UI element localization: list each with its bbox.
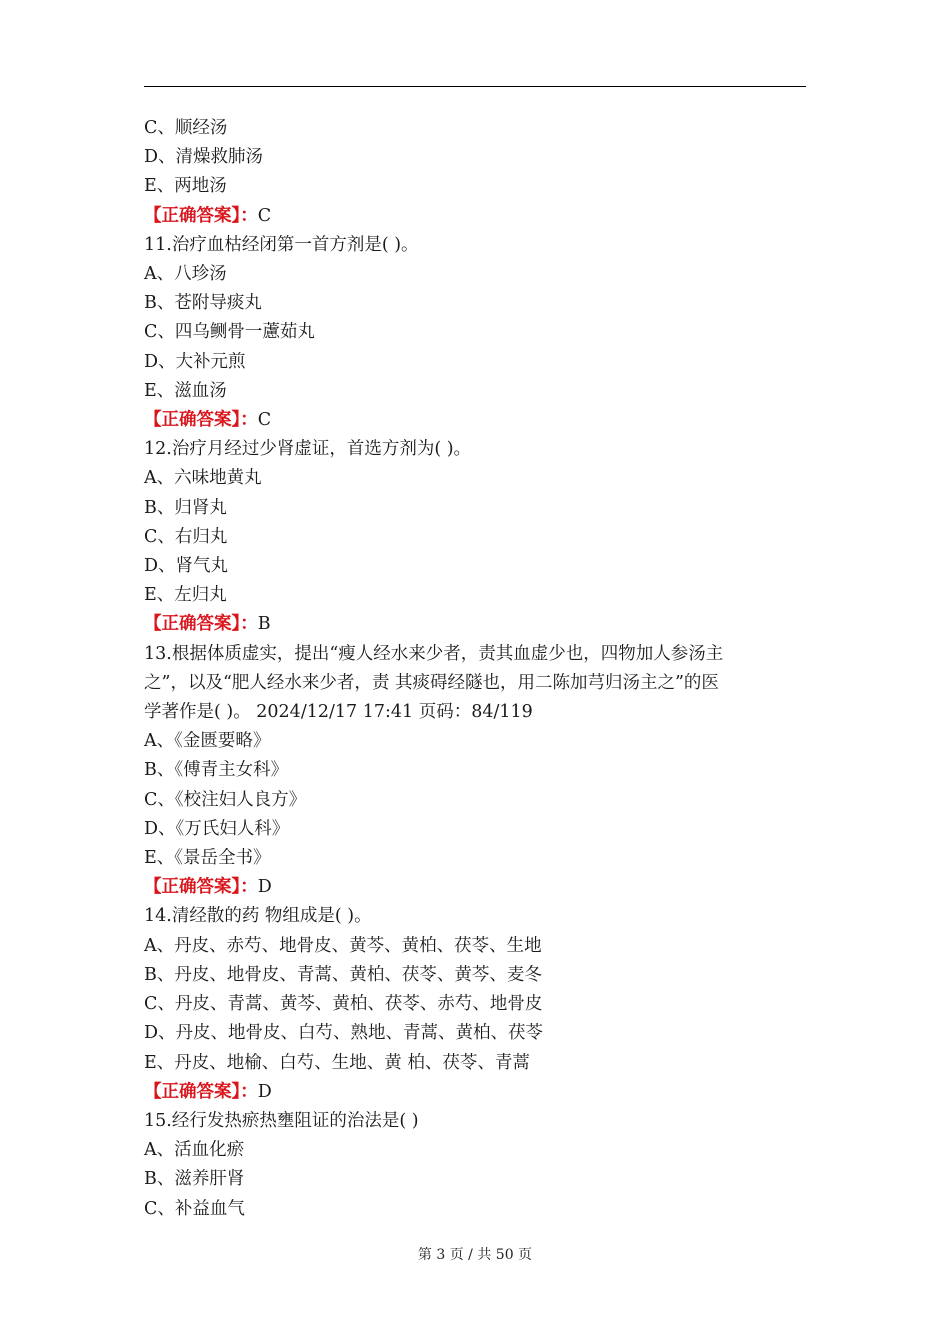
question-line: 13.根据体质虚实，提出“瘦人经水来少者，责其血虚少也，四物加人参汤主: [144, 643, 724, 664]
option-line: A、《金匮要略》: [144, 731, 271, 752]
document-body: [144, 114, 809, 1224]
question-line: 学著作是( )。 2024/12/17 17:41 页码：84/119: [144, 702, 533, 723]
answer-label: 【正确答案】：: [144, 410, 258, 431]
option-line: C、顺经汤: [144, 118, 228, 138]
answer-line: [144, 610, 809, 639]
question-line: 12.治疗月经过少肾虚证，首选方剂为( )。: [144, 439, 472, 460]
option-line: E、丹皮、地榆、白芍、生地、黄 柏、茯苓、青蒿: [144, 1052, 530, 1073]
answer-line: [144, 873, 809, 902]
answer-line: [144, 406, 809, 435]
option-line: B、《傅青主女科》: [144, 760, 289, 781]
option-line: D、丹皮、地骨皮、白芍、熟地、青蒿、黄柏、茯苓: [144, 1023, 544, 1044]
option-line: E、两地汤: [144, 176, 227, 197]
option-line: C、右归丸: [144, 526, 228, 547]
option-line: D、大补元煎: [144, 351, 246, 372]
option-line: A、丹皮、赤芍、地骨皮、黄芩、黄柏、茯苓、生地: [144, 935, 542, 956]
option-line: D、清燥救肺汤: [144, 147, 264, 168]
option-line: A、活血化瘀: [144, 1140, 245, 1161]
answer-label: 【正确答案】：: [144, 877, 258, 898]
answer-line: [144, 1078, 809, 1107]
option-line: B、滋养肝肾: [144, 1169, 245, 1190]
answer-value: D: [257, 1081, 272, 1102]
option-line: C、四乌鲗骨一藘茹丸: [144, 322, 315, 343]
answer-label: 【正确答案】：: [144, 614, 258, 635]
option-line: C、《校注妇人良方》: [144, 789, 307, 810]
option-line: B、苍附导痰丸: [144, 293, 262, 314]
page-footer: 第 3 页 / 共 50 页: [417, 1247, 533, 1263]
option-line: B、丹皮、地骨皮、青蒿、黄柏、茯苓、黄芩、麦冬: [144, 964, 542, 985]
option-line: A、六味地黄丸: [144, 468, 262, 489]
answer-value: C: [257, 410, 272, 431]
question-line: 15.经行发热瘀热壅阻证的治法是( ): [144, 1110, 419, 1131]
option-line: D、《万氏妇人科》: [144, 818, 290, 839]
answer-label: 【正确答案】：: [144, 205, 258, 226]
question-line: 14.清经散的药 物组成是( )。: [144, 906, 372, 927]
option-line: B、归肾丸: [144, 497, 227, 518]
answer-value: C: [257, 205, 272, 226]
answer-label: 【正确答案】：: [144, 1081, 258, 1102]
header-rule: [144, 86, 806, 87]
option-line: C、丹皮、青蒿、黄芩、黄柏、茯苓、赤芍、地骨皮: [144, 994, 543, 1015]
option-line: E、滋血汤: [144, 380, 227, 401]
answer-value: B: [257, 614, 271, 635]
question-line: 之”，以及“肥人经水来少者，责 其痰碍经隧也，用二陈加芎归汤主之”的医: [144, 672, 719, 693]
option-line: E、《景岳全书》: [144, 848, 271, 869]
answer-value: D: [257, 877, 272, 898]
option-line: C、补益血气: [144, 1198, 245, 1219]
option-line: E、左归丸: [144, 585, 227, 606]
option-line: D、肾气丸: [144, 556, 229, 577]
question-line: 11.治疗血枯经闭第一首方剂是( )。: [144, 234, 419, 255]
option-line: A、八珍汤: [144, 264, 227, 285]
answer-line: [144, 202, 809, 231]
